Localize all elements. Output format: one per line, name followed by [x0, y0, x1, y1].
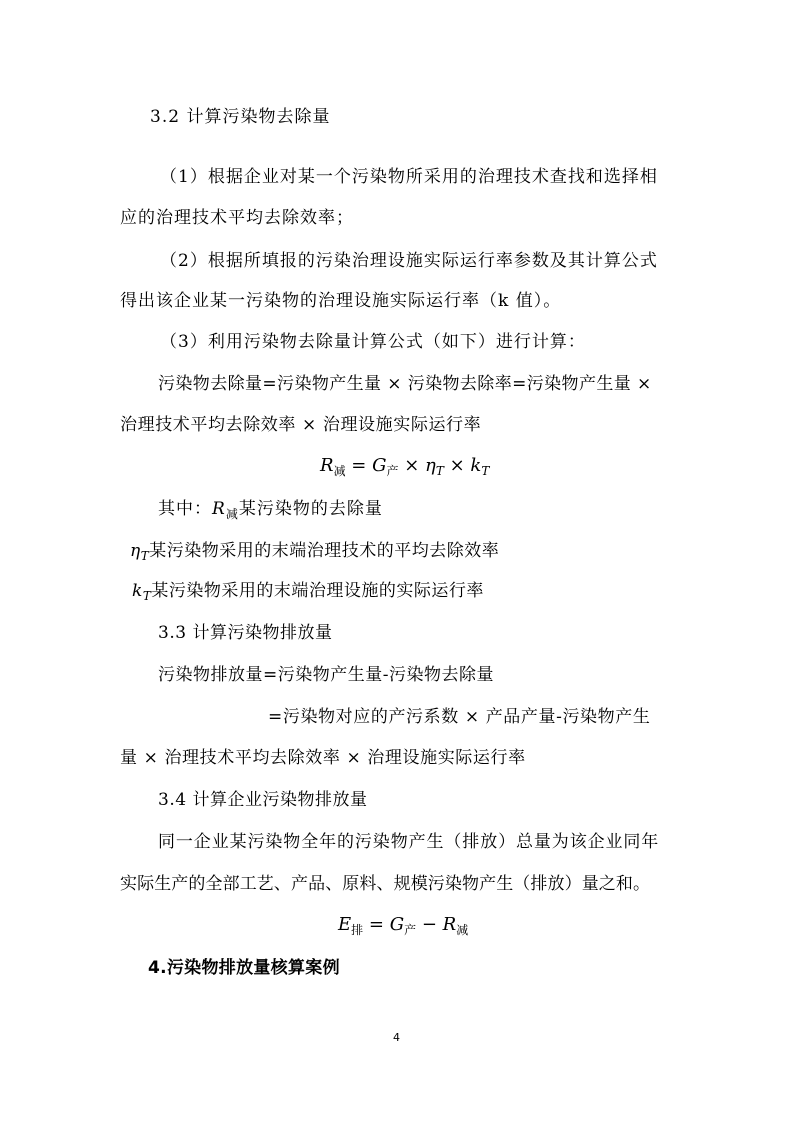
eta-subscript: T	[140, 549, 150, 563]
removal-formula-text-line-1: 污染物去除量=污染物产生量 × 污染物去除率=污染物产生量 ×	[158, 374, 652, 394]
item-3: （3）利用污染物去除量计算公式（如下）进行计算：	[160, 332, 586, 352]
emission-formula-line-3: 量 × 治理技术平均去除效率 × 治理设施实际运行率	[120, 748, 526, 768]
eq-r-subscript: 减	[333, 464, 346, 478]
eq2-r-subscript: 减	[456, 923, 469, 937]
eq2-e-symbol: E	[338, 914, 352, 935]
item-2-line-1: （2）根据所填报的污染治理设施实际运行率参数及其计算公式	[160, 251, 658, 271]
eq-times-2: ×	[443, 455, 471, 476]
item-1-line-2: 应的治理技术平均去除效率；	[120, 208, 354, 228]
eq-k-symbol: k	[470, 455, 482, 476]
eq2-e-subscript: 排	[351, 923, 364, 937]
eq2-minus: −	[416, 914, 443, 935]
k-symbol: k	[132, 581, 143, 601]
where-r-symbol: R	[212, 499, 226, 519]
eq2-g-subscript: 产	[404, 923, 417, 937]
eq2-equals: =	[363, 914, 390, 935]
eq-g-subscript: 产	[386, 464, 399, 478]
item-1-line-1: （1）根据企业对某一个污染物所采用的治理技术查找和选择相	[160, 167, 658, 187]
section-3-2-heading: 3.2 计算污染物去除量	[150, 107, 331, 127]
k-subscript: T	[142, 589, 152, 603]
where-r-line	[158, 498, 383, 525]
eta-symbol: η	[130, 541, 141, 561]
enterprise-equation	[338, 914, 468, 941]
eq-equals: =	[345, 455, 373, 476]
removal-formula-text-line-2: 治理技术平均去除效率 × 治理设施实际运行率	[120, 415, 482, 435]
eq-k-subscript: T	[481, 464, 490, 478]
item-2-line-2: 得出该企业某一污染物的治理设施实际运行率（k 值）。	[120, 291, 562, 311]
enterprise-para-line-1: 同一企业某污染物全年的污染物产生（排放）总量为该企业同年	[158, 832, 660, 852]
eq-r-symbol: R	[320, 455, 334, 476]
section-3-4-heading: 3.4 计算企业污染物排放量	[158, 790, 368, 810]
k-desc: 某污染物采用的末端治理设施的实际运行率	[151, 581, 484, 601]
where-r-subscript: 减	[225, 507, 239, 521]
eq2-g-symbol: G	[389, 914, 405, 935]
eq-eta-subscript: T	[435, 464, 444, 478]
eta-definition-line	[130, 540, 499, 567]
emission-formula-line-1: 污染物排放量=污染物产生量-污染物去除量	[158, 665, 494, 685]
eta-desc: 某污染物采用的末端治理技术的平均去除效率	[149, 541, 500, 561]
section-4-heading: 4.污染物排放量核算案例	[148, 958, 340, 978]
removal-equation	[320, 455, 489, 482]
eq-g-symbol: G	[372, 455, 387, 476]
eq-times-1: ×	[398, 455, 426, 476]
emission-formula-line-2: =污染物对应的产污系数 × 产品产量-污染物产生	[268, 707, 651, 727]
eq-eta-symbol: η	[425, 455, 436, 476]
section-3-3-heading: 3.3 计算污染物排放量	[158, 623, 333, 643]
where-prefix: 其中：	[158, 499, 212, 519]
page-number: 4	[393, 1031, 400, 1044]
where-r-desc: 某污染物的去除量	[238, 499, 383, 519]
k-definition-line	[132, 580, 484, 607]
enterprise-para-line-2: 实际生产的全部工艺、产品、原料、规模污染物产生（排放）量之和。	[120, 874, 651, 894]
eq2-r-symbol: R	[442, 914, 457, 935]
